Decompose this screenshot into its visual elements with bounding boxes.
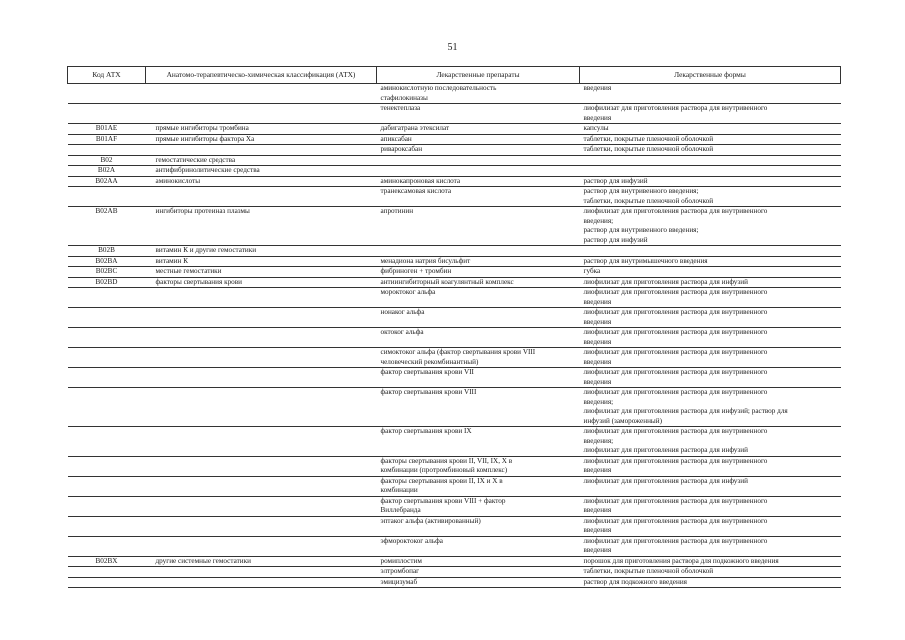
table-row [68, 567, 841, 578]
dosage-form-cell: лиофилизат для приготовления раствора для инфузий [583, 277, 748, 286]
atc-code-cell: B02AA [95, 176, 118, 185]
classification-cell [146, 567, 377, 578]
dosage-form-cell: лиофилизат для приготовления раствора для внутривенного введения [583, 308, 768, 326]
classification-cell [146, 476, 377, 496]
dosage-form-cell [580, 155, 841, 166]
dosage-form-cell: таблетки, покрытые пленочной оболочкой [583, 567, 714, 575]
header-drugs: Лекарственные препараты [377, 67, 580, 84]
table-row [68, 207, 841, 246]
dosage-form-cell: лиофилизат для приготовления раствора для внутривенного введения [583, 516, 768, 534]
dosage-form-cell: лиофилизат для приготовления раствора для внутривенного введения [583, 348, 768, 366]
table-row [68, 155, 841, 166]
table-row [68, 176, 841, 187]
atc-code-cell: B02BC [95, 267, 118, 275]
classification-cell: факторы свертывания крови [155, 277, 243, 286]
atc-code-cell [68, 536, 146, 556]
dosage-form-cell: капсулы [583, 124, 609, 132]
atc-code-cell: B02A [97, 166, 116, 174]
drug-cell [377, 166, 580, 177]
dosage-form-cell: лиофилизат для приготовления раствора для внутривенного введения [583, 368, 768, 386]
atc-code-cell: B02BA [95, 256, 118, 265]
table-row [68, 246, 841, 257]
drug-cell: менадиона натрия бисульфит [380, 256, 471, 265]
drug-cell: симоктоког альфа (фактор свертывания крови VIII человеческий рекомбинантный) [380, 348, 536, 366]
dosage-form-cell: раствор для инфузий [583, 176, 648, 185]
classification-cell [146, 328, 377, 348]
dosage-form-cell: таблетки, покрытые пленочной оболочкой [583, 134, 714, 143]
dosage-form-cell: введения [583, 84, 612, 92]
drug-cell: транексамовая кислота [380, 187, 452, 195]
table-row [68, 456, 841, 476]
classification-cell: другие системные гемостатики [155, 556, 251, 565]
classification-cell [146, 187, 377, 207]
drug-cell: факторы свертывания крови II, IX и X в комбинации [380, 476, 503, 494]
dosage-form-cell [580, 166, 841, 177]
classification-cell [146, 104, 377, 124]
drug-cell: антиингибиторный коагулянтный комплекс [380, 277, 514, 286]
dosage-form-cell: лиофилизат для приготовления раствора для внутривенного введения [583, 456, 768, 474]
atc-code-cell: B02B [98, 246, 115, 254]
atc-code-cell: B01AF [95, 134, 118, 143]
dosage-form-cell: лиофилизат для приготовления раствора для инфузий [583, 476, 748, 485]
drug-cell: мороктоког альфа [380, 288, 436, 296]
atc-code-cell [68, 368, 146, 388]
table-body [68, 84, 841, 588]
dosage-form-cell: губка [583, 267, 601, 275]
drug-cell: фибриноген + тромбин [380, 267, 452, 275]
classification-cell [146, 536, 377, 556]
drug-cell: элтромбопаг [380, 567, 420, 575]
atc-code-cell: B02AB [95, 207, 118, 215]
table-row [68, 267, 841, 278]
atc-code-cell: B02BX [95, 556, 118, 565]
atc-code-cell [68, 476, 146, 496]
atc-table [67, 66, 841, 588]
drug-cell: факторы свертывания крови II, VII, IX, X в комбинации (протромбиновый комплекс) [380, 456, 513, 474]
atc-code-cell [68, 516, 146, 536]
drug-cell: аминокислотную последовательность стафилокиназы [380, 84, 497, 102]
drug-cell [377, 155, 580, 166]
classification-cell [146, 368, 377, 388]
table-row [68, 556, 841, 567]
table-row [68, 84, 841, 104]
atc-code-cell [68, 348, 146, 368]
drug-cell: фактор свертывания крови VII [380, 368, 474, 376]
atc-code-cell [68, 328, 146, 348]
header-atc-code: Код АТХ [68, 67, 146, 84]
table-row [68, 166, 841, 177]
drug-cell: апротинин [380, 207, 414, 215]
classification-cell [146, 427, 377, 457]
atc-code-cell [68, 567, 146, 578]
drug-cell: эмицизумаб [380, 577, 418, 586]
atc-code-cell [68, 388, 146, 427]
drug-cell: ромиплостим [380, 556, 422, 565]
table-row [68, 256, 841, 267]
drug-cell: октоког альфа [380, 328, 424, 336]
table-row [68, 516, 841, 536]
classification-cell [146, 388, 377, 427]
classification-cell: витамин К [155, 256, 188, 265]
classification-cell: ингибиторы протеиназ плазмы [155, 207, 250, 215]
atc-code-cell [68, 577, 146, 588]
table-row [68, 288, 841, 308]
classification-cell: местные гемостатики [155, 267, 222, 275]
dosage-form-cell: лиофилизат для приготовления раствора для внутривенного введения; лиофилизат для приготовления раствора для инфузий; раствор для инфузий (замороженный) [583, 388, 788, 425]
atc-code-cell [68, 145, 146, 156]
dosage-form-cell: лиофилизат для приготовления раствора для внутривенного введения [583, 496, 768, 514]
dosage-form-cell: раствор для внутримышечного введения [583, 256, 708, 265]
classification-cell: аминокислоты [155, 176, 201, 185]
dosage-form-cell: лиофилизат для приготовления раствора для внутривенного введения [583, 536, 768, 554]
atc-code-cell [68, 456, 146, 476]
classification-cell [146, 308, 377, 328]
atc-code-cell [68, 84, 146, 104]
table-header [68, 67, 841, 84]
dosage-form-cell: раствор для подкожного введения [583, 577, 687, 586]
classification-cell [146, 288, 377, 308]
classification-cell: прямые ингибиторы фактора Xa [155, 134, 255, 143]
table-row [68, 427, 841, 457]
table-row [68, 476, 841, 496]
table-row [68, 348, 841, 368]
classification-cell [146, 516, 377, 536]
drug-cell: дабигатрана этексилат [380, 124, 450, 132]
drug-cell: эптаког альфа (активированный) [380, 516, 481, 525]
atc-code-cell [68, 308, 146, 328]
table-row [68, 536, 841, 556]
table-row [68, 277, 841, 288]
table-row [68, 145, 841, 156]
table-row [68, 577, 841, 588]
dosage-form-cell: таблетки, покрытые пленочной оболочкой [583, 145, 714, 153]
drug-cell: фактор свертывания крови IX [380, 427, 472, 435]
dosage-form-cell: лиофилизат для приготовления раствора для внутривенного введения; лиофилизат для приготовления раствора для инфузий [583, 427, 768, 454]
atc-code-cell: B02BD [95, 277, 118, 286]
dosage-form-cell: лиофилизат для приготовления раствора для внутривенного введения; раствор для внутривенного введения; раствор для инфузий [583, 207, 768, 244]
drug-cell: апиксабан [380, 134, 412, 143]
table-row [68, 187, 841, 207]
drug-cell: фактор свертывания крови VIII [380, 388, 477, 396]
drug-cell [377, 246, 580, 257]
atc-code-cell [68, 288, 146, 308]
drug-cell: нонаког альфа [380, 308, 425, 316]
classification-cell: гемостатические средства [155, 155, 236, 164]
classification-cell [146, 348, 377, 368]
atc-code-cell [68, 187, 146, 207]
classification-cell [146, 577, 377, 588]
classification-cell [146, 145, 377, 156]
dosage-form-cell [580, 246, 841, 257]
table-row [68, 368, 841, 388]
table-row [68, 104, 841, 124]
dosage-form-cell: раствор для внутривенного введения; таблетки, покрытые пленочной оболочкой [583, 187, 714, 205]
classification-cell: антифибринолитические средства [155, 166, 260, 174]
atc-code-cell [68, 496, 146, 516]
drug-cell: фактор свертывания крови VIII + фактор Виллебранда [380, 496, 506, 514]
classification-cell [146, 456, 377, 476]
page-number: 51 [447, 42, 458, 53]
atc-code-cell: B02 [100, 155, 113, 164]
table-row [68, 328, 841, 348]
atc-code-cell: B01AE [95, 124, 118, 132]
header-atc-classification: Анатомо-терапевтическо-химическая классификация (АТХ) [146, 67, 377, 84]
drug-cell: тенектеплаза [380, 104, 421, 112]
table-row [68, 308, 841, 328]
header-dosage-forms: Лекарственные формы [580, 67, 841, 84]
dosage-form-cell: лиофилизат для приготовления раствора для внутривенного введения [583, 288, 768, 306]
classification-cell: витамин К и другие гемостатики [155, 246, 257, 254]
table-row [68, 124, 841, 135]
atc-code-cell [68, 427, 146, 457]
drug-cell: аминокапроновая кислота [380, 176, 461, 185]
classification-cell [146, 496, 377, 516]
table-row [68, 496, 841, 516]
dosage-form-cell: лиофилизат для приготовления раствора для внутривенного введения [583, 328, 768, 346]
drug-cell: ривароксабан [380, 145, 423, 153]
dosage-form-cell: лиофилизат для приготовления раствора для внутривенного введения [583, 104, 768, 122]
classification-cell: прямые ингибиторы тромбина [155, 124, 249, 132]
table-row [68, 134, 841, 145]
classification-cell [146, 84, 377, 104]
atc-code-cell [68, 104, 146, 124]
drug-cell: эфмороктоког альфа [380, 536, 443, 545]
table-row [68, 388, 841, 427]
atc-table-container [67, 66, 840, 588]
dosage-form-cell: порошок для приготовления раствора для подкожного введения [583, 556, 779, 565]
